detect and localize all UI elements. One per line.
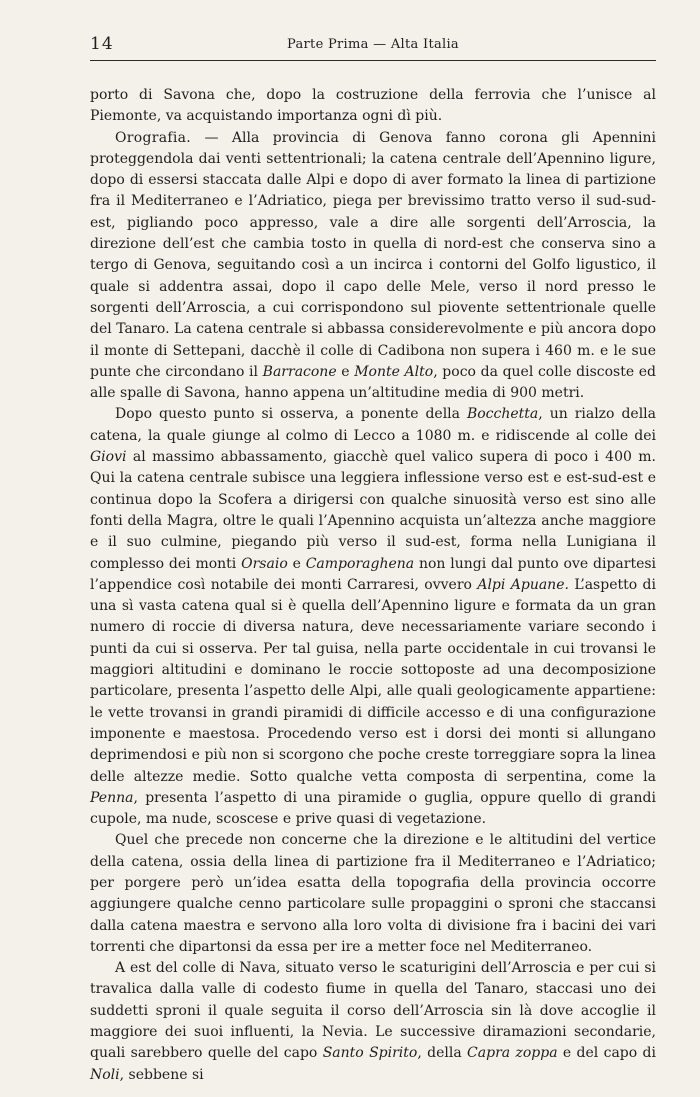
text-run: , sebbene si bbox=[119, 1066, 204, 1083]
italic-term: Bocchetta bbox=[466, 406, 539, 423]
section-heading: Orografia. bbox=[115, 129, 192, 146]
italic-term: Penna bbox=[90, 789, 134, 806]
text-run: A est del colle di Nava, situato verso le scaturigini dell’Arroscia e per cui si travalica dalla valle di codesto fiume in quella del Tanaro, staccasi uno dei suddetti sproni il quale seguita il corso dell’Arroscia sin là dove accoglie il maggiore dei suoi influenti, la Nevia. Le successive diramazioni secondarie, quali sarebbero quelle del capo bbox=[90, 960, 656, 1062]
text-run: e del capo di bbox=[557, 1045, 656, 1062]
text-run: al massimo abbassamento, giacchè quel valico supera di poco i 400 m. Qui la catena centrale subisce una leggiera inflessione verso est e est-sud-est e continua dopo la Scofera a dirigersi con qualche sinuosità verso est sino alle fonti della Magra, oltre le quali l’Apennino acquista un’altezza anche maggiore e il suo culmine, piegando più verso il sud-est, forma nella Lunigiana il complesso dei monti bbox=[90, 449, 656, 572]
running-title: Parte Prima — Alta Italia bbox=[287, 37, 459, 52]
text-run: , presenta l’aspetto di una piramide o guglia, oppure quello di grandi cupole, ma nude, scoscese e prive quasi di vegetazione. bbox=[90, 789, 656, 828]
italic-term: Santo Spirito bbox=[322, 1045, 418, 1062]
text-run: e bbox=[287, 555, 306, 572]
text-run: porto di Savona che, dopo la costruzione della ferrovia che l’unisce al Piemonte, va acquistando importanza ogni dì più. bbox=[90, 87, 656, 125]
paragraph bbox=[90, 404, 656, 830]
text-run: , un rialzo della catena, la quale giunge al colmo di Lecco a 1080 m. e ridiscende al colle dei bbox=[90, 406, 657, 444]
header-rule bbox=[90, 60, 656, 61]
page-number: 14 bbox=[90, 34, 114, 54]
body-text bbox=[90, 85, 656, 1086]
text-run: , della bbox=[417, 1045, 468, 1062]
text-run: non lungi dal punto ove dipartesi l’appendice così notabile dei monti Carraresi, ovvero bbox=[90, 555, 657, 593]
page-header bbox=[90, 30, 656, 58]
italic-term: Giovi bbox=[90, 449, 127, 466]
paragraph bbox=[90, 830, 656, 958]
italic-term: Monte Alto bbox=[354, 363, 434, 380]
text-run: e bbox=[336, 363, 355, 380]
text-run: L’aspetto di una sì vasta catena qual si è quella dell’Apennino ligure e formata da un gran numero di roccie di diversa natura, deve necessariamente variare secondo i punti da cui si osserva. Per tal guisa, nella parte occidentale in cui trovansi le maggiori altitudini e dominano le roccie sottoposte ad una decomposizione particolare, presenta l’aspetto delle Alpi, alle quali geologicamente appartiene: le vette trovansi in grandi piramidi di difficile accesso e di una configurazione imponente e maestosa. Procedendo verso est i dorsi dei monti si allungano deprimendosi e più non si scorgono che poche creste torreggiare sopra la linea delle altezze medie. Sotto qualche vetta composta di serpentina, come la bbox=[90, 576, 656, 785]
paragraph bbox=[90, 85, 656, 128]
text-run: Dopo questo punto si osserva, a ponente della bbox=[115, 406, 467, 423]
italic-term: Alpi Apuane. bbox=[477, 576, 569, 593]
text-run: , poco da quel colle discoste ed alle spalle di Savona, hanno appena un’altitudine media di 900 metri. bbox=[90, 363, 657, 402]
paragraph bbox=[90, 958, 656, 1086]
paragraph bbox=[90, 128, 656, 405]
italic-term: Noli bbox=[90, 1066, 120, 1083]
italic-term: Orsaio bbox=[241, 555, 288, 572]
text-run: — Alla provincia di Genova fanno corona gli Apennini proteggendola dai venti settentrionali; la catena centrale dell’Apennino ligure, dopo di essersi staccata dalle Alpi e dopo di aver formato la linea di partizione fra il Mediterraneo e l’Adriatico, piega per brevissimo tratto verso il sud-sud-est, pigliando poco appresso, vale a dire alle sorgenti dell’Arroscia, la direzione dell’est che cambia tosto in quella di nord-est che conserva sino a tergo di Genova, seguitando così a un incirca i contorni del Golfo ligustico, il quale si addentra assai, dopo il capo delle Mele, verso il nord presso le sorgenti dell’Arroscia, a cui corrispondono sul piovente settentrionale quelle del Tanaro. La catena centrale si abbassa considerevolmente e più ancora dopo il monte di Settepani, dacchè il colle di Cadibona non supera i 460 m. e le sue punte che circondano il bbox=[90, 129, 656, 380]
italic-term: Camporaghena bbox=[305, 555, 415, 572]
text-run: Quel che precede non concerne che la direzione e le altitudini del vertice della catena, ossia della linea di partizione fra il Mediterraneo e l’Adriatico; per porgere però un’idea esatta della topografia della provincia occorre aggiungere qualche cenno particolare sulle propaggini o sproni che staccansi dalla catena maestra e servono alla loro volta di divisione fra i bacini dei vari torrenti che dipartonsi da essa per ire a metter foce nel Mediterraneo. bbox=[90, 832, 656, 955]
italic-term: Capra zoppa bbox=[467, 1045, 558, 1062]
italic-term: Barracone bbox=[262, 363, 337, 380]
